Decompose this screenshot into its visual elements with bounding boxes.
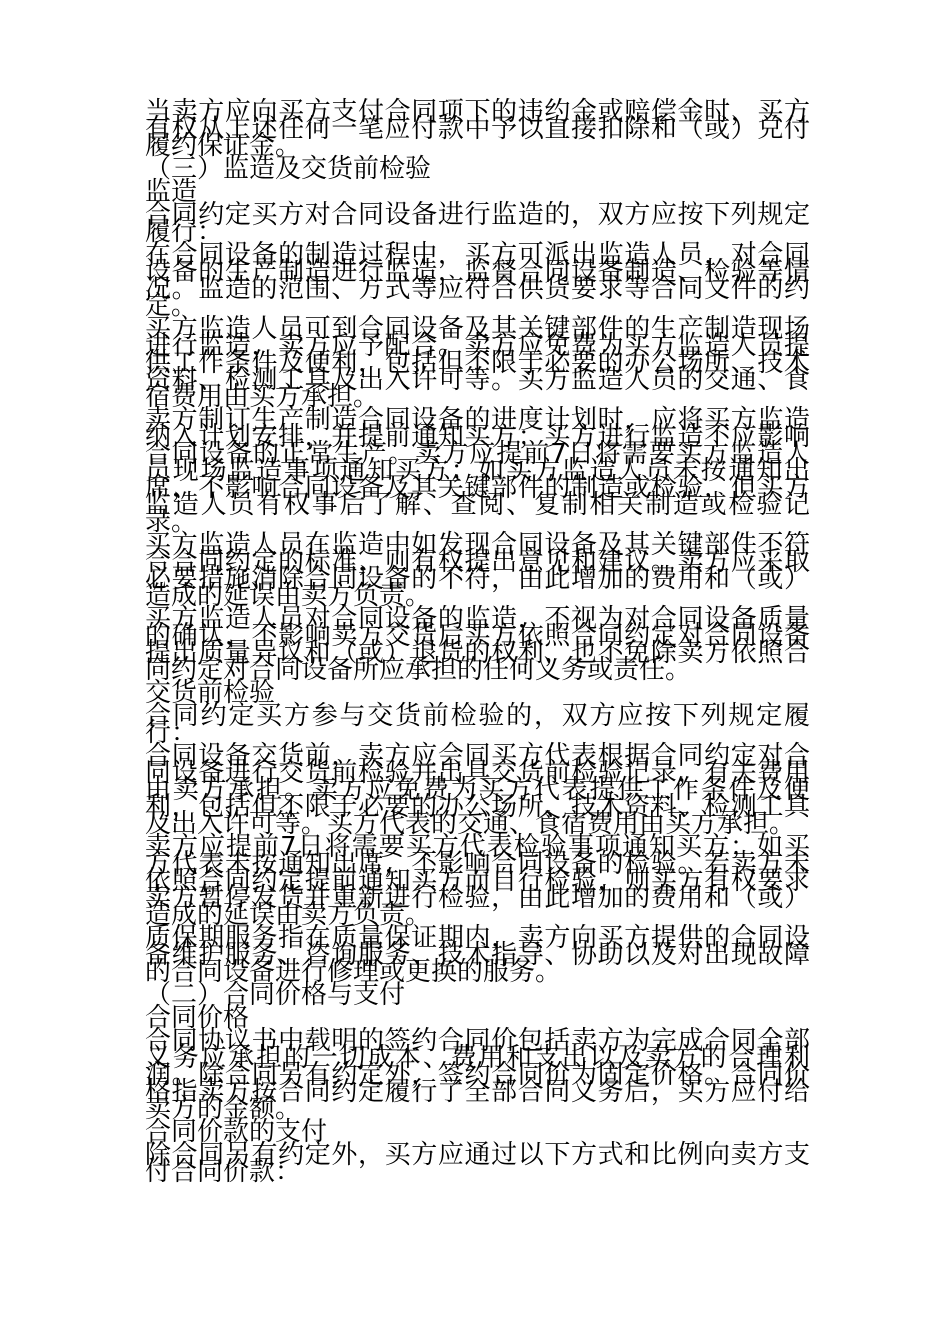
subsection-heading: 合同价格 — [145, 1003, 250, 1033]
section-heading: （二）合同价格与支付 — [145, 980, 406, 1010]
subsection-heading: 合同价款的支付 — [145, 1117, 328, 1147]
subsection-heading: 监造 — [145, 177, 198, 207]
paragraph: 合同协议书中载明的签约合同价包括卖方为完成合同全部义务应承担的一切成本、费用和支出以及卖方的合理利润。除合同另有约定外，签约合同价为固定价格。合同价格指卖方按合同约定履行了全部合同义务后，买方应付给卖方的金额。 — [145, 1026, 810, 1124]
document-body — [145, 97, 810, 1187]
paragraph: 卖方应提前7日将需要买方代表检验事项通知买方；如买方代表未按通知出席，不影响合同设备的检验。若卖方未依照合同约定提前通知买方而自行检验，则买方有权要求卖方暂停发货并重新进行检验，由此增加的费用和（或）造成的延误由卖方负责。 — [145, 832, 810, 930]
paragraph: 除合同另有约定外，买方应通过以下方式和比例向卖方支付合同价款： — [145, 1140, 810, 1187]
paragraph: 买方监造人员可到合同设备及其关键部件的生产制造现场进行监造，卖方应予配合。卖方应免费为买方监造人员提供工作条件及便利，包括但不限于必要的办公场所、技术资料、检测工具及出入许可等。买方监造人员的交通、食宿费用由买方承担。 — [145, 314, 810, 412]
subsection-heading: 交货前检验 — [145, 678, 276, 708]
paragraph: 质保期服务指在质量保证期内，卖方向买方提供的合同设备维护服务、咨询服务、技术指导、协助以及对出现故障的合同设备进行修理或更换的服务。 — [145, 923, 810, 987]
paragraph: 买方监造人员在监造中如发现合同设备及其关键部件不符合合同约定的标准，则有权提出意见和建议。卖方应采取必要措施消除合同设备的不符，由此增加的费用和（或）造成的延误由卖方负责。 — [145, 530, 810, 611]
paragraph: 卖方制订生产制造合同设备的进度计划时，应将买方监造纳入计划安排，并提前通知买方；买方进行监造不应影响合同设备的正常生产。卖方应提前7日将需要买方监造人员现场监造事项通知买方；如买方监造人员未按通知出席，不影响合同设备及其关键部件的制造或检验，但买方监造人员有权事后了解、查阅、复制相关制造或检验记录。 — [145, 405, 810, 537]
section-heading: （三）监造及交货前检验 — [145, 154, 432, 184]
paragraph: 在合同设备的制造过程中，买方可派出监造人员，对合同设备的生产制造进行监造，监督合同设备制造、检验等情况。监造的范围、方式等应符合供货要求等合同文件的约定。 — [145, 240, 810, 321]
paragraph: 合同设备交货前，卖方应会同买方代表根据合同约定对合同设备进行交货前检验并出具交货前检验记录，有关费用由卖方承担。卖方应免费为买方代表提供工作条件及便利，包括但不限于必要的办公场所、技术资料、检测工具及出入许可等。买方代表的交通、食宿费用由买方承担。 — [145, 741, 810, 839]
paragraph: 合同约定买方对合同设备进行监造的，双方应按下列规定履行： — [145, 200, 810, 247]
paragraph: 合同约定买方参与交货前检验的，双方应按下列规定履行： — [145, 701, 810, 748]
paragraph: 买方监造人员对合同设备的监造，不视为对合同设备质量的确认，不影响卖方交货后买方依照合同约定对合同设备提出质量异议和（或）退货的权利，也不免除卖方依照合同约定对合同设备所应承担的任何义务或责任。 — [145, 604, 810, 685]
paragraph: 当卖方应向买方支付合同项下的违约金或赔偿金时，买方有权从上述任何一笔应付款中予以直接扣除和（或）兑付履约保证金。 — [145, 97, 810, 161]
